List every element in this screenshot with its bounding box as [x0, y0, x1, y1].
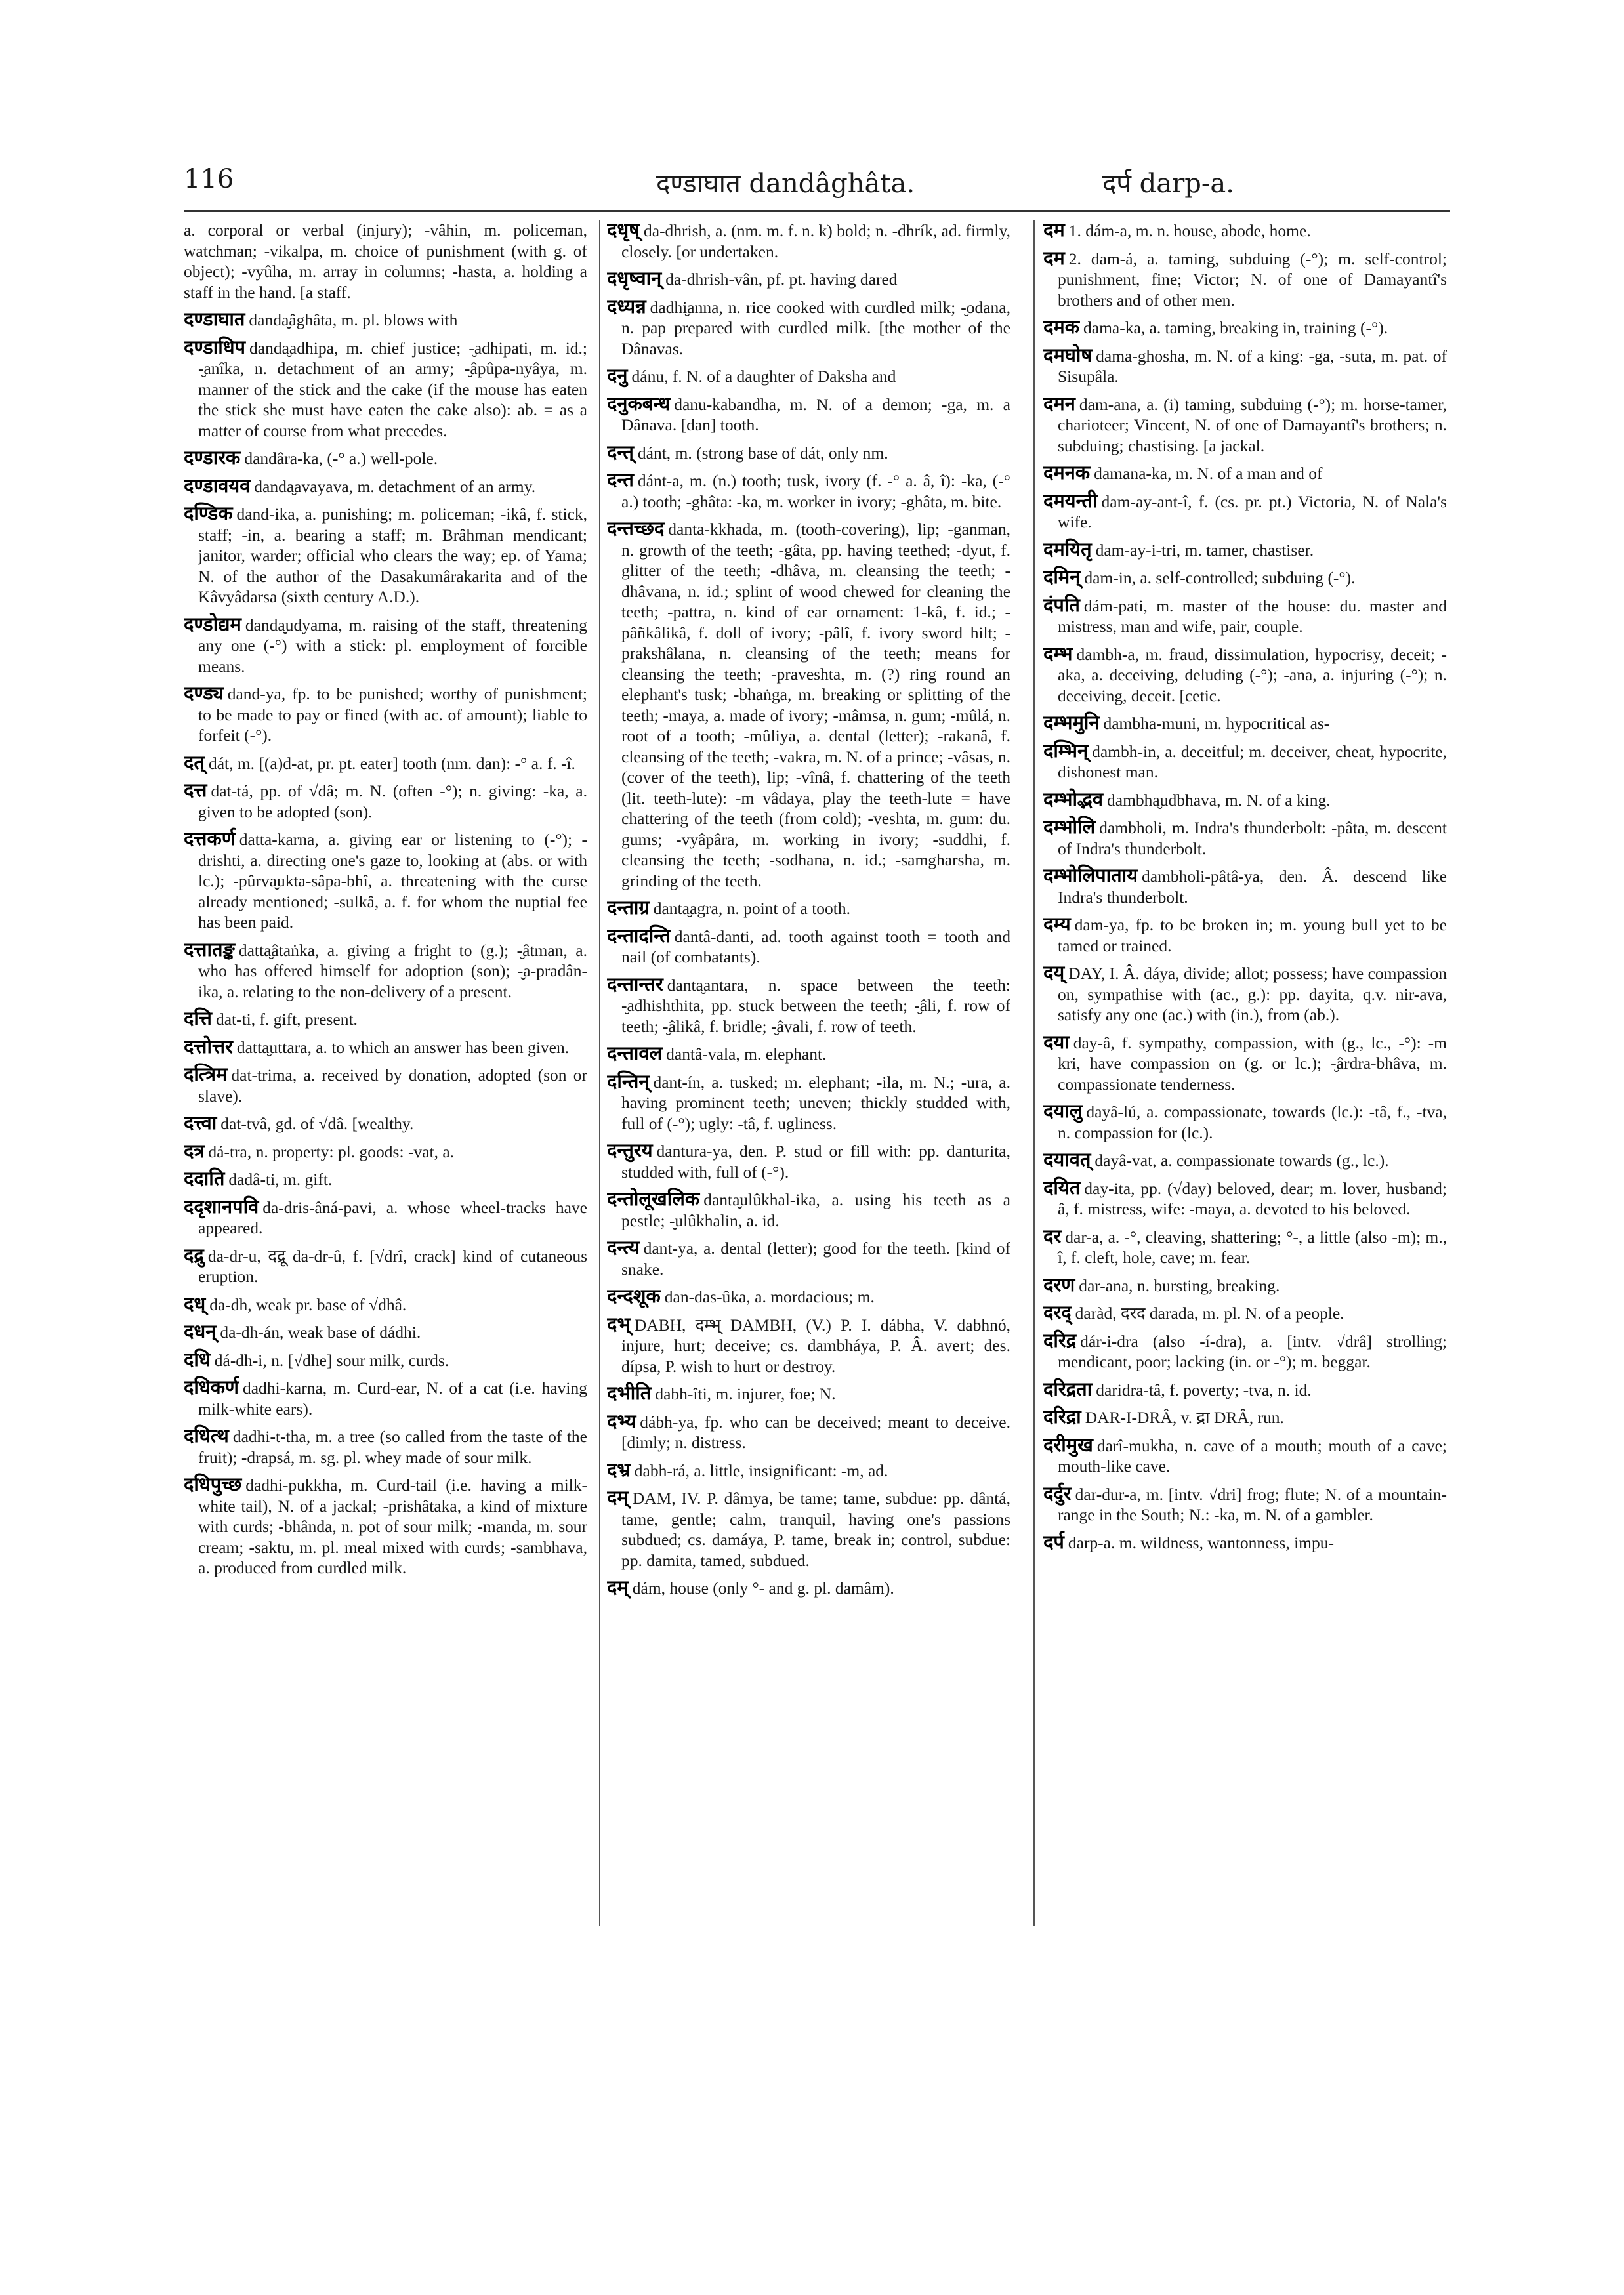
- entry-headword: दनु: [607, 364, 628, 386]
- dictionary-entry: [607, 1314, 1010, 1377]
- entry-headword: दम्भ: [1043, 642, 1073, 665]
- entry-definition: dama-ghosha, m. N. of a king: -ga, -suta, m. pat. of Sisupâla.: [1058, 346, 1447, 386]
- entry-definition: dabh-rá, a. little, insignificant: -m, ad.: [634, 1460, 888, 1480]
- dictionary-entry: [1043, 463, 1447, 484]
- entry-headword: दधृष्वान्: [607, 267, 662, 289]
- dictionary-entry: [607, 1043, 1010, 1065]
- entry-headword: दधि: [184, 1348, 211, 1371]
- entry-headword: दण्डोद्यम: [184, 612, 241, 635]
- dictionary-entry: [1043, 817, 1447, 859]
- entry-definition: dadhi-karna, m. Curd-ear, N. of a cat (i.e. having milk-white ears).: [198, 1378, 587, 1418]
- dictionary-entry: [184, 1168, 587, 1190]
- entry-definition: danta-kkhada, m. (tooth-covering), lip; -ganman, n. growth of the teeth; -gâta, pp. having teethed; -dyut, f. glitter of the teeth; -dhâva, m. cleansing the teeth; -dhâvana, n. id.; splint of wood chewed for cleaning the teeth; -pattra, n. kind of ear ornament: 1-kâ, f. id.; -pâñkâlikâ, f. doll of ivory; -pâlî, f. ivory sword hilt; -prakshâlana, n. cleansing of the teeth; means for cleansing the teeth; -praveshta, m. (?) ring round an elephant's tusk; -bhaṅga, m. breaking or splitting of the teeth; -maya, a. made of ivory; -mâmsa, n. gum; -mûlá, n. root of a tooth; -mûliya, a. dental (letter); -rakanâ, f. cleansing of the teeth; -vakra, m. N. of a prince; -vâsas, n. (cover of the teeth), lip; -vînâ, f. chattering of the teeth (lit. teeth-lute): -m vâdaya, play the teeth-lute = have chattering of the teeth (from cold); -veshta, m. gum: du. gums; -vyâpâra, m. working in ivory; -suddhi, f. cleansing the teeth; -sodhana, n. id.; -samgharsha, m. grinding of the teeth.: [621, 520, 1010, 890]
- entry-headword: दध्: [184, 1292, 206, 1315]
- entry-definition: dant-ín, a. tusked; m. elephant; -ila, m. N.; -ura, a. having prominent teeth; uneven; thickly studded with, full of (-°); ugly: -tâ, f. ugliness.: [621, 1072, 1010, 1133]
- entry-definition: da-dh-án, weak base of dádhi.: [220, 1323, 421, 1342]
- entry-definition: DAM, IV. P. dâmya, be tame; tame, subdue: pp. dântá, tame, gentle; calm, tranquil, having one's passions subdued; cs. damáya, P. tame, break in; control, subdue: pp. damita, tamed, subdued.: [621, 1489, 1010, 1570]
- dictionary-entry: [607, 297, 1010, 360]
- entry-definition: dam-ay-i-tri, m. tamer, chastiser.: [1095, 540, 1314, 560]
- entry-definition: datta-karna, a. giving ear or listening to (-°); -drishti, a. directing one's gaze to, looking at (abs. or with lc.); -pûrva̮ukta-sâpa-bhî, a. threatening with the curse already mentioned; -sulkâ, a. f. for whom the nuptial fee has been paid.: [198, 830, 587, 932]
- entry-headword: दम: [1043, 246, 1065, 269]
- dictionary-entry: [184, 1474, 587, 1579]
- entry-definition: daridra-tâ, f. poverty; -tva, n. id.: [1096, 1380, 1312, 1399]
- dictionary-entry: [1043, 1178, 1447, 1220]
- dictionary-entry: [607, 898, 1010, 919]
- page-number: 116: [184, 164, 234, 194]
- entry-definition: dayâ-lú, a. compassionate, towards (lc.): -tâ, f., -tva, n. compassion for (lc.).: [1058, 1102, 1447, 1142]
- entry-definition: dadhi-t-tha, m. a tree (so called from the taste of the fruit); -drapsá, m. sg. pl. whey made of sour milk.: [198, 1427, 587, 1467]
- dictionary-entry: [184, 1037, 587, 1058]
- entry-headword: दत्तकर्ण: [184, 827, 236, 850]
- dictionary-entry: [607, 1237, 1010, 1279]
- entry-definition: dat-ti, f. gift, present.: [215, 1010, 358, 1029]
- column-3: [1043, 220, 1447, 1945]
- dictionary-entry: [1043, 1407, 1447, 1428]
- entry-definition: dand-ya, fp. to be punished; worthy of punishment; to be made to pay or fined (with ac. of amount); liable to forfeit (-°).: [198, 684, 587, 745]
- entry-headword: दन्त्य: [607, 1236, 640, 1258]
- entry-definition: dabh-îti, m. injurer, foe; N.: [655, 1384, 836, 1403]
- entry-definition: dan-das-ûka, a. mordacious; m.: [664, 1287, 875, 1306]
- dictionary-entry: [184, 1141, 587, 1163]
- entry-definition: DAY, I. Â. dáya, divide; allot; possess; have compassion on, sympathise with (ac., g.): pp. dayita, q.v. nir-ava, satisfy any one (ac.) with (in.), from (ab.).: [1058, 964, 1447, 1024]
- dictionary-entry: [184, 1321, 587, 1343]
- entry-headword: दया: [1043, 1030, 1070, 1053]
- entry-headword: दरिद्रा: [1043, 1405, 1081, 1428]
- entry-definition: danta̮antara, n. space between the teeth: -̮adhishthita, pp. stuck between the teeth; -̮âli, f. row of teeth; -̮âlikâ, f. bridle; -̮âvali, f. row of teeth.: [621, 975, 1010, 1036]
- entry-headword: दमयितृ: [1043, 537, 1092, 560]
- dictionary-entry: [184, 780, 587, 822]
- entry-definition: dadhi̮anna, n. rice cooked with curdled milk; -̮odana, n. pap prepared with curdled milk. [the mother of the Dânavas.: [621, 297, 1010, 358]
- dictionary-entry: [184, 476, 587, 497]
- entry-headword: दर्दुर: [1043, 1481, 1072, 1504]
- entry-headword: ददृशानपवि: [184, 1195, 259, 1218]
- dictionary-entry: [1043, 317, 1447, 339]
- entry-headword: दनुकबन्ध: [607, 392, 671, 415]
- entry-headword: दरिद्र: [1043, 1329, 1077, 1352]
- entry-definition: dá-dh-i, n. [√dhe] sour milk, curds.: [214, 1350, 449, 1370]
- entry-headword: दन्तान्तर: [607, 972, 663, 995]
- entry-definition: dambh-in, a. deceitful; m. deceiver, cheat, hypocrite, dishonest man.: [1058, 741, 1447, 781]
- entry-definition: dambholi, m. Indra's thunderbolt: -pâta, m. descent of Indra's thunderbolt.: [1058, 818, 1447, 858]
- entry-definition: dam-in, a. self-controlled; subduing (-°).: [1084, 568, 1356, 587]
- entry-definition: dantura-ya, den. P. stud or fill with: pp. danturita, studded with, full of (-°).: [621, 1142, 1010, 1182]
- dictionary-entry: [1043, 491, 1447, 533]
- entry-definition: danda̮udyama, m. raising of the staff, threatening any one (-°) with a stick: pl. employment of forcible means.: [198, 615, 587, 676]
- entry-headword: दमघोष: [1043, 343, 1093, 366]
- dictionary-entry: [184, 220, 587, 302]
- entry-definition: dama-ka, a. taming, breaking in, training (-°).: [1083, 318, 1388, 337]
- dictionary-entry: [607, 268, 1010, 290]
- dictionary-entry: [184, 1008, 587, 1030]
- entry-headword: दमयन्ती: [1043, 489, 1098, 512]
- entry-definition: dar-dur-a, m. [intv. √dri] frog; flute; N. of a mountain-range in the South; N.: -ka, m. N. of a gambler.: [1058, 1484, 1447, 1524]
- dictionary-entry: [607, 1383, 1010, 1405]
- left-running-head: दण्डाघात dandâghâta.: [656, 169, 915, 199]
- dictionary-entry: [607, 1189, 1010, 1231]
- dictionary-entry: [607, 1286, 1010, 1308]
- header-rule: [184, 210, 1450, 212]
- dictionary-entry: [607, 1140, 1010, 1182]
- dictionary-entry: [1043, 1032, 1447, 1095]
- entry-headword: दम्भिन्: [1043, 739, 1089, 762]
- entry-definition: danta̮ulûkhal-ika, a. using his teeth as a pestle; -̮ulûkhalin, a. id.: [621, 1190, 1010, 1230]
- entry-headword: दम्भमुनि: [1043, 711, 1100, 734]
- entry-headword: दत्: [184, 751, 205, 774]
- dictionary-entry: [607, 220, 1010, 262]
- entry-definition: dám, house (only °- and g. pl. damâm).: [632, 1579, 894, 1598]
- entry-definition: dánu, f. N. of a daughter of Daksha and: [631, 367, 896, 386]
- entry-headword: दमन: [1043, 392, 1075, 415]
- entry-definition: dánt-a, m. (n.) tooth; tusk, ivory (f. -° a. â, î): -ka, (-° a.) tooth; -ghâta: -ka, m. worker in ivory; -ghâta, m. bite.: [621, 471, 1010, 511]
- dictionary-entry: [184, 1377, 587, 1419]
- entry-definition: dam-ya, fp. to be broken in; m. young bull yet to be tamed or trained.: [1058, 915, 1447, 955]
- entry-definition: dandâra-ka, (-° a.) well-pole.: [244, 449, 438, 468]
- dictionary-entry: [1043, 1331, 1447, 1373]
- dictionary-entry: [1043, 713, 1447, 734]
- entry-headword: दन्ताग्र: [607, 896, 650, 919]
- entry-definition: danta̮agra, n. point of a tooth.: [653, 899, 850, 918]
- entry-headword: दय्: [1043, 961, 1065, 983]
- dictionary-entry: [184, 940, 587, 1003]
- entry-headword: दर्प: [1043, 1530, 1064, 1553]
- entry-definition: dar-ana, n. bursting, breaking.: [1079, 1275, 1280, 1295]
- dictionary-entry: [607, 1071, 1010, 1134]
- entry-definition: dambha̮udbhava, m. N. of a king.: [1107, 790, 1331, 810]
- entry-definition: dadhi-pukkha, m. Curd-tail (i.e. having a milk-white tail), N. of a jackal; -prishâtaka, a kind of mixture with curds; -bhânda, n. pot of sour milk; -manda, m. sour cream; -saktu, m. pl. meal mixed with curds; -sambhava, a. produced from curdled milk.: [198, 1476, 587, 1577]
- entry-headword: दमक: [1043, 316, 1080, 338]
- entry-headword: दधिकर्ण: [184, 1376, 239, 1398]
- dictionary-entry: [607, 365, 1010, 387]
- dictionary-entry: [1043, 1226, 1447, 1268]
- entry-definition: da-dris-âná-pavi, a. whose wheel-tracks have appeared.: [198, 1197, 587, 1237]
- dictionary-entry: [1043, 1483, 1447, 1525]
- dictionary-entry: [1043, 1379, 1447, 1401]
- entry-headword: दन्त: [607, 468, 634, 491]
- entry-definition: dá-tra, n. property: pl. goods: -vat, a.: [208, 1142, 455, 1161]
- entry-definition: da-dhrish-vân, pf. pt. having dared: [665, 270, 898, 289]
- entry-definition: dadâ-ti, m. gift.: [228, 1170, 333, 1189]
- entry-definition: dár-i-dra (also -í-dra), a. [intv. √drâ] strolling; mendicant, poor; lacking (in. or -°); m. beggar.: [1058, 1331, 1447, 1371]
- dictionary-entry: [607, 926, 1010, 968]
- dictionary-entry: [184, 1350, 587, 1371]
- dictionary-entry: [607, 1460, 1010, 1481]
- entry-headword: दत्त: [184, 779, 207, 801]
- entry-headword: दरण: [1043, 1273, 1075, 1296]
- dictionary-entry: [1043, 1302, 1447, 1324]
- entry-headword: दन्तादन्ति: [607, 924, 671, 947]
- entry-headword: दर: [1043, 1224, 1062, 1247]
- entry-headword: दमिन्: [1043, 566, 1081, 588]
- entry-definition: dat-tá, pp. of √dâ; m. N. (often -°); n. giving: -ka, a. given to be adopted (son).: [198, 781, 587, 821]
- column-1: [184, 220, 587, 1945]
- dictionary-entry: [184, 1113, 587, 1134]
- dictionary-entry: [607, 974, 1010, 1037]
- entry-headword: दन्तोलूखलिक: [607, 1188, 700, 1210]
- entry-definition: dand-ika, a. punishing; m. policeman; -ikâ, f. stick, staff; -in, a. bearing a staff; m. Brâhman mendicant; janitor, warder; official who clears the way; ep. of Yama; N. of the author of the Dasakumârakarita and of the Kâvyâdarsa (sixth century A.D.).: [198, 505, 587, 606]
- entry-definition: da-dhrish, a. (nm. m. f. n. k) bold; n. -dhrík, ad. firmly, closely. [or undertaken.: [621, 221, 1010, 261]
- entry-definition: danda̮adhipa, m. chief justice; -̮adhipati, m. id.; -̮anîka, n. detachment of an army; -̮âpûpa-nyâya, m. manner of the stick and the cake (if the mouse has eaten the stick she must have eaten the cake also): ab. = as a matter of course from what precedes.: [198, 338, 587, 440]
- entry-definition: danda̮avayava, m. detachment of an army.: [254, 476, 536, 496]
- entry-headword: दम्भोलि: [1043, 816, 1096, 838]
- entry-definition: dantâ-vala, m. elephant.: [666, 1044, 827, 1064]
- right-running-head: दर्प darp-a.: [1102, 169, 1234, 199]
- entry-definition: dat-trima, a. received by donation, adopted (son or slave).: [198, 1065, 587, 1106]
- entry-definition: datta̮uttara, a. to which an answer has been given.: [236, 1037, 570, 1057]
- entry-headword: दम्भोद्भव: [1043, 787, 1104, 810]
- entry-definition: dant-ya, a. dental (letter); good for the teeth. [kind of snake.: [621, 1239, 1010, 1279]
- entry-definition: dam-ana, a. (i) taming, subduing (-°); m. horse-tamer, charioteer; Vincent, N. of one of Damayantî's brothers; n. subduing; chastising. [a jackal.: [1058, 394, 1447, 455]
- entry-definition: dánt, m. (strong base of dát, only nm.: [637, 443, 888, 463]
- dictionary-entry: [184, 337, 587, 442]
- entry-definition: dantâ-danti, ad. tooth against tooth = tooth and nail (of combatants).: [621, 926, 1010, 966]
- dictionary-entry: [1043, 1532, 1447, 1554]
- entry-headword: दयालु: [1043, 1100, 1083, 1122]
- dictionary-entry: [607, 518, 1010, 891]
- entry-headword: दण्डाघात: [184, 308, 245, 330]
- column-divider-1: [599, 220, 600, 1926]
- entry-definition: darî-mukha, n. cave of a mouth; mouth of a cave; mouth-like cave.: [1058, 1436, 1447, 1476]
- dictionary-entry: [1043, 865, 1447, 907]
- entry-headword: दमनक: [1043, 461, 1091, 484]
- dictionary-entry: [1043, 1101, 1447, 1143]
- entry-headword: दत्तोत्तर: [184, 1035, 233, 1058]
- entry-definition: a. corporal or verbal (injury); -vâhin, m. policeman, watchman; -vikalpa, m. choice of punishment (with g. of object); -vyûha, m. array in columns; -hasta, a. holding a staff in the hand. [a staff.: [184, 220, 587, 302]
- entry-headword: दभीति: [607, 1382, 652, 1404]
- entry-definition: day-ita, pp. (√day) beloved, dear; m. lover, husband; â, f. mistress, wife: -maya, a. devoted to his beloved.: [1058, 1178, 1447, 1218]
- dictionary-entry: [1043, 539, 1447, 561]
- entry-headword: दंपति: [1043, 593, 1080, 616]
- dictionary-entry: [1043, 644, 1447, 707]
- dictionary-entry: [1043, 789, 1447, 811]
- entry-headword: दत्तातङ्क: [184, 938, 235, 961]
- entry-definition: da-dr-u, दद्रू da-dr-û, f. [√drî, crack] kind of cutaneous eruption.: [198, 1246, 587, 1286]
- dictionary-entry: [1043, 345, 1447, 387]
- entry-headword: दण्ड्य: [184, 682, 224, 704]
- entry-headword: दयावत्: [1043, 1148, 1091, 1170]
- entry-headword: दद्रु: [184, 1243, 204, 1266]
- entry-headword: दम्य: [1043, 913, 1071, 935]
- entry-headword: दधन्: [184, 1320, 217, 1342]
- dictionary-entry: [1043, 1275, 1447, 1296]
- entry-headword: दण्डारक: [184, 446, 241, 468]
- entry-headword: दधृष्: [607, 220, 640, 241]
- entry-definition: dám-pati, m. master of the house: du. master and mistress, man and wife, pair, couple.: [1058, 596, 1447, 636]
- dictionary-entry: [1043, 220, 1447, 241]
- column-2: [607, 220, 1010, 1945]
- entry-definition: dambholi-pâtâ-ya, den. Â. descend like Indra's thunderbolt.: [1058, 867, 1447, 907]
- entry-headword: दभ्: [607, 1312, 631, 1335]
- dictionary-entry: [607, 442, 1010, 464]
- entry-definition: dambha-muni, m. hypocritical as-: [1103, 714, 1330, 733]
- dictionary-entry: [184, 614, 587, 677]
- entry-headword: दयित: [1043, 1176, 1081, 1199]
- dictionary-entry: [184, 503, 587, 608]
- entry-headword: दध्यन्न: [607, 295, 646, 318]
- entry-definition: dar-a, a. -°, cleaving, shattering; °-, a little (also -m); m., î, f. cleft, hole, cave; m. fear.: [1058, 1227, 1447, 1267]
- entry-headword: दम्: [607, 1486, 629, 1508]
- entry-headword: दरद्: [1043, 1301, 1072, 1323]
- dictionary-entry: [184, 753, 587, 774]
- entry-headword: दन्दशूक: [607, 1285, 661, 1307]
- page-header: [184, 164, 1450, 203]
- entry-headword: दन्तच्छद: [607, 517, 665, 539]
- dictionary-entry: [184, 829, 587, 933]
- entry-headword: दण्डिक: [184, 502, 233, 524]
- dictionary-entry: [1043, 1435, 1447, 1477]
- entry-headword: दम्भोलिपाताय: [1043, 864, 1138, 886]
- entry-definition: daràd, दरद darada, m. pl. N. of a people.: [1075, 1304, 1344, 1323]
- entry-definition: da-dh, weak pr. base of √dhâ.: [209, 1294, 407, 1314]
- entry-definition: DAR-I-DRÂ, v. द्रा DRÂ, run.: [1085, 1408, 1284, 1427]
- dictionary-entry: [1043, 1149, 1447, 1171]
- entry-definition: 1. dám-a, m. n. house, abode, home.: [1068, 221, 1311, 240]
- entry-definition: dam-ay-ant-î, f. (cs. pr. pt.) Victoria, N. of Nala's wife.: [1058, 491, 1447, 531]
- dictionary-entry: [1043, 248, 1447, 311]
- entry-headword: दभ्य: [607, 1409, 636, 1432]
- entry-definition: darp-a. m. wildness, wantonness, impu-: [1068, 1533, 1334, 1552]
- entry-headword: दन्तावल: [607, 1042, 663, 1064]
- entry-definition: dábh-ya, fp. who can be deceived; meant to deceive. [dimly; n. distress.: [621, 1412, 1010, 1452]
- entry-headword: दम्: [607, 1576, 629, 1598]
- entry-headword: दत्त्रिम: [184, 1063, 228, 1085]
- dictionary-entry: [184, 309, 587, 331]
- entry-definition: danda̮âghâta, m. pl. blows with: [249, 310, 458, 329]
- dictionary-entry: [1043, 595, 1447, 637]
- entry-headword: दरीमुख: [1043, 1433, 1093, 1456]
- entry-definition: dambh-a, m. fraud, dissimulation, hypocrisy, deceit; -aka, a. deceiving, deluding (-°); -ana, a. injuring (-°); n. deceiving, deceit. [cetic.: [1058, 644, 1447, 705]
- dictionary-entry: [184, 683, 587, 746]
- entry-definition: dat-tvâ, gd. of √dâ. [wealthy.: [220, 1114, 414, 1133]
- entry-headword: दन्त्: [607, 440, 634, 463]
- entry-headword: दन्तिन्: [607, 1069, 650, 1092]
- entry-headword: दरिद्रता: [1043, 1377, 1093, 1400]
- entry-definition: danu-kabandha, m. N. of a demon; -ga, m. a Dânava. [dan] tooth.: [621, 394, 1010, 434]
- entry-definition: datta̮âtaṅka, a. giving a fright to (g.); -̮âtman, a. who has offered himself for adoption (son); -̮a-pradân-ika, a. relating to the non-delivery of a present.: [198, 940, 587, 1001]
- dictionary-entry: [607, 394, 1010, 436]
- entry-headword: दधिपुच्छ: [184, 1473, 242, 1495]
- entry-headword: ददाति: [184, 1167, 225, 1189]
- dictionary-entry: [1043, 394, 1447, 457]
- entry-headword: दन्तुरय: [607, 1139, 653, 1161]
- entry-definition: dát, m. [(a)d-at, pr. pt. eater] tooth (nm. dan): -° a. f. -î.: [208, 753, 575, 773]
- dictionary-entry: [1043, 962, 1447, 1025]
- entry-definition: 2. dam-á, a. taming, subduing (-°); m. self-control; punishment, fine; Victor; N. of one of Damayantî's brothers and of other men.: [1058, 249, 1447, 310]
- entry-headword: दण्डाधिप: [184, 335, 246, 358]
- column-divider-2: [1033, 220, 1035, 1926]
- dictionary-entry: [607, 1487, 1010, 1571]
- dictionary-entry: [184, 1426, 587, 1468]
- dictionary-entry: [184, 1064, 587, 1106]
- dictionary-entry: [184, 447, 587, 469]
- dictionary-entry: [1043, 741, 1447, 783]
- entry-definition: DABH, दम्भ् DAMBH, (V.) P. I. dábha, V. dabhnó, injure, hurt; deceive; cs. dambháya, P. Â. avert; des. dípsa, P. wish to hurt or destroy.: [621, 1315, 1010, 1376]
- dictionary-entry: [1043, 914, 1447, 956]
- entry-headword: दत्त्वा: [184, 1111, 217, 1134]
- entry-headword: दण्डावयव: [184, 474, 251, 497]
- dictionary-entry: [1043, 567, 1447, 589]
- dictionary-entry: [184, 1294, 587, 1315]
- dictionary-entry: [607, 1411, 1010, 1453]
- entry-definition: damana-ka, m. N. of a man and of: [1094, 464, 1323, 483]
- dictionary-entry: [607, 470, 1010, 512]
- entry-headword: दत्र: [184, 1139, 205, 1162]
- entry-headword: दधित्थ: [184, 1424, 229, 1447]
- entry-definition: dayâ-vat, a. compassionate towards (g., lc.).: [1094, 1151, 1389, 1170]
- entry-definition: day-â, f. sympathy, compassion, with (g., lc., -°): -m kri, have compassion on (g. or lc.); -̮ârdra-bhâva, m. compassionate tenderness.: [1058, 1033, 1447, 1094]
- dictionary-entry: [607, 1577, 1010, 1599]
- dictionary-entry: [184, 1197, 587, 1239]
- entry-headword: दम: [1043, 220, 1065, 241]
- dictionary-entry: [184, 1245, 587, 1287]
- entry-headword: दत्ति: [184, 1007, 212, 1029]
- entry-headword: दभ्र: [607, 1458, 631, 1481]
